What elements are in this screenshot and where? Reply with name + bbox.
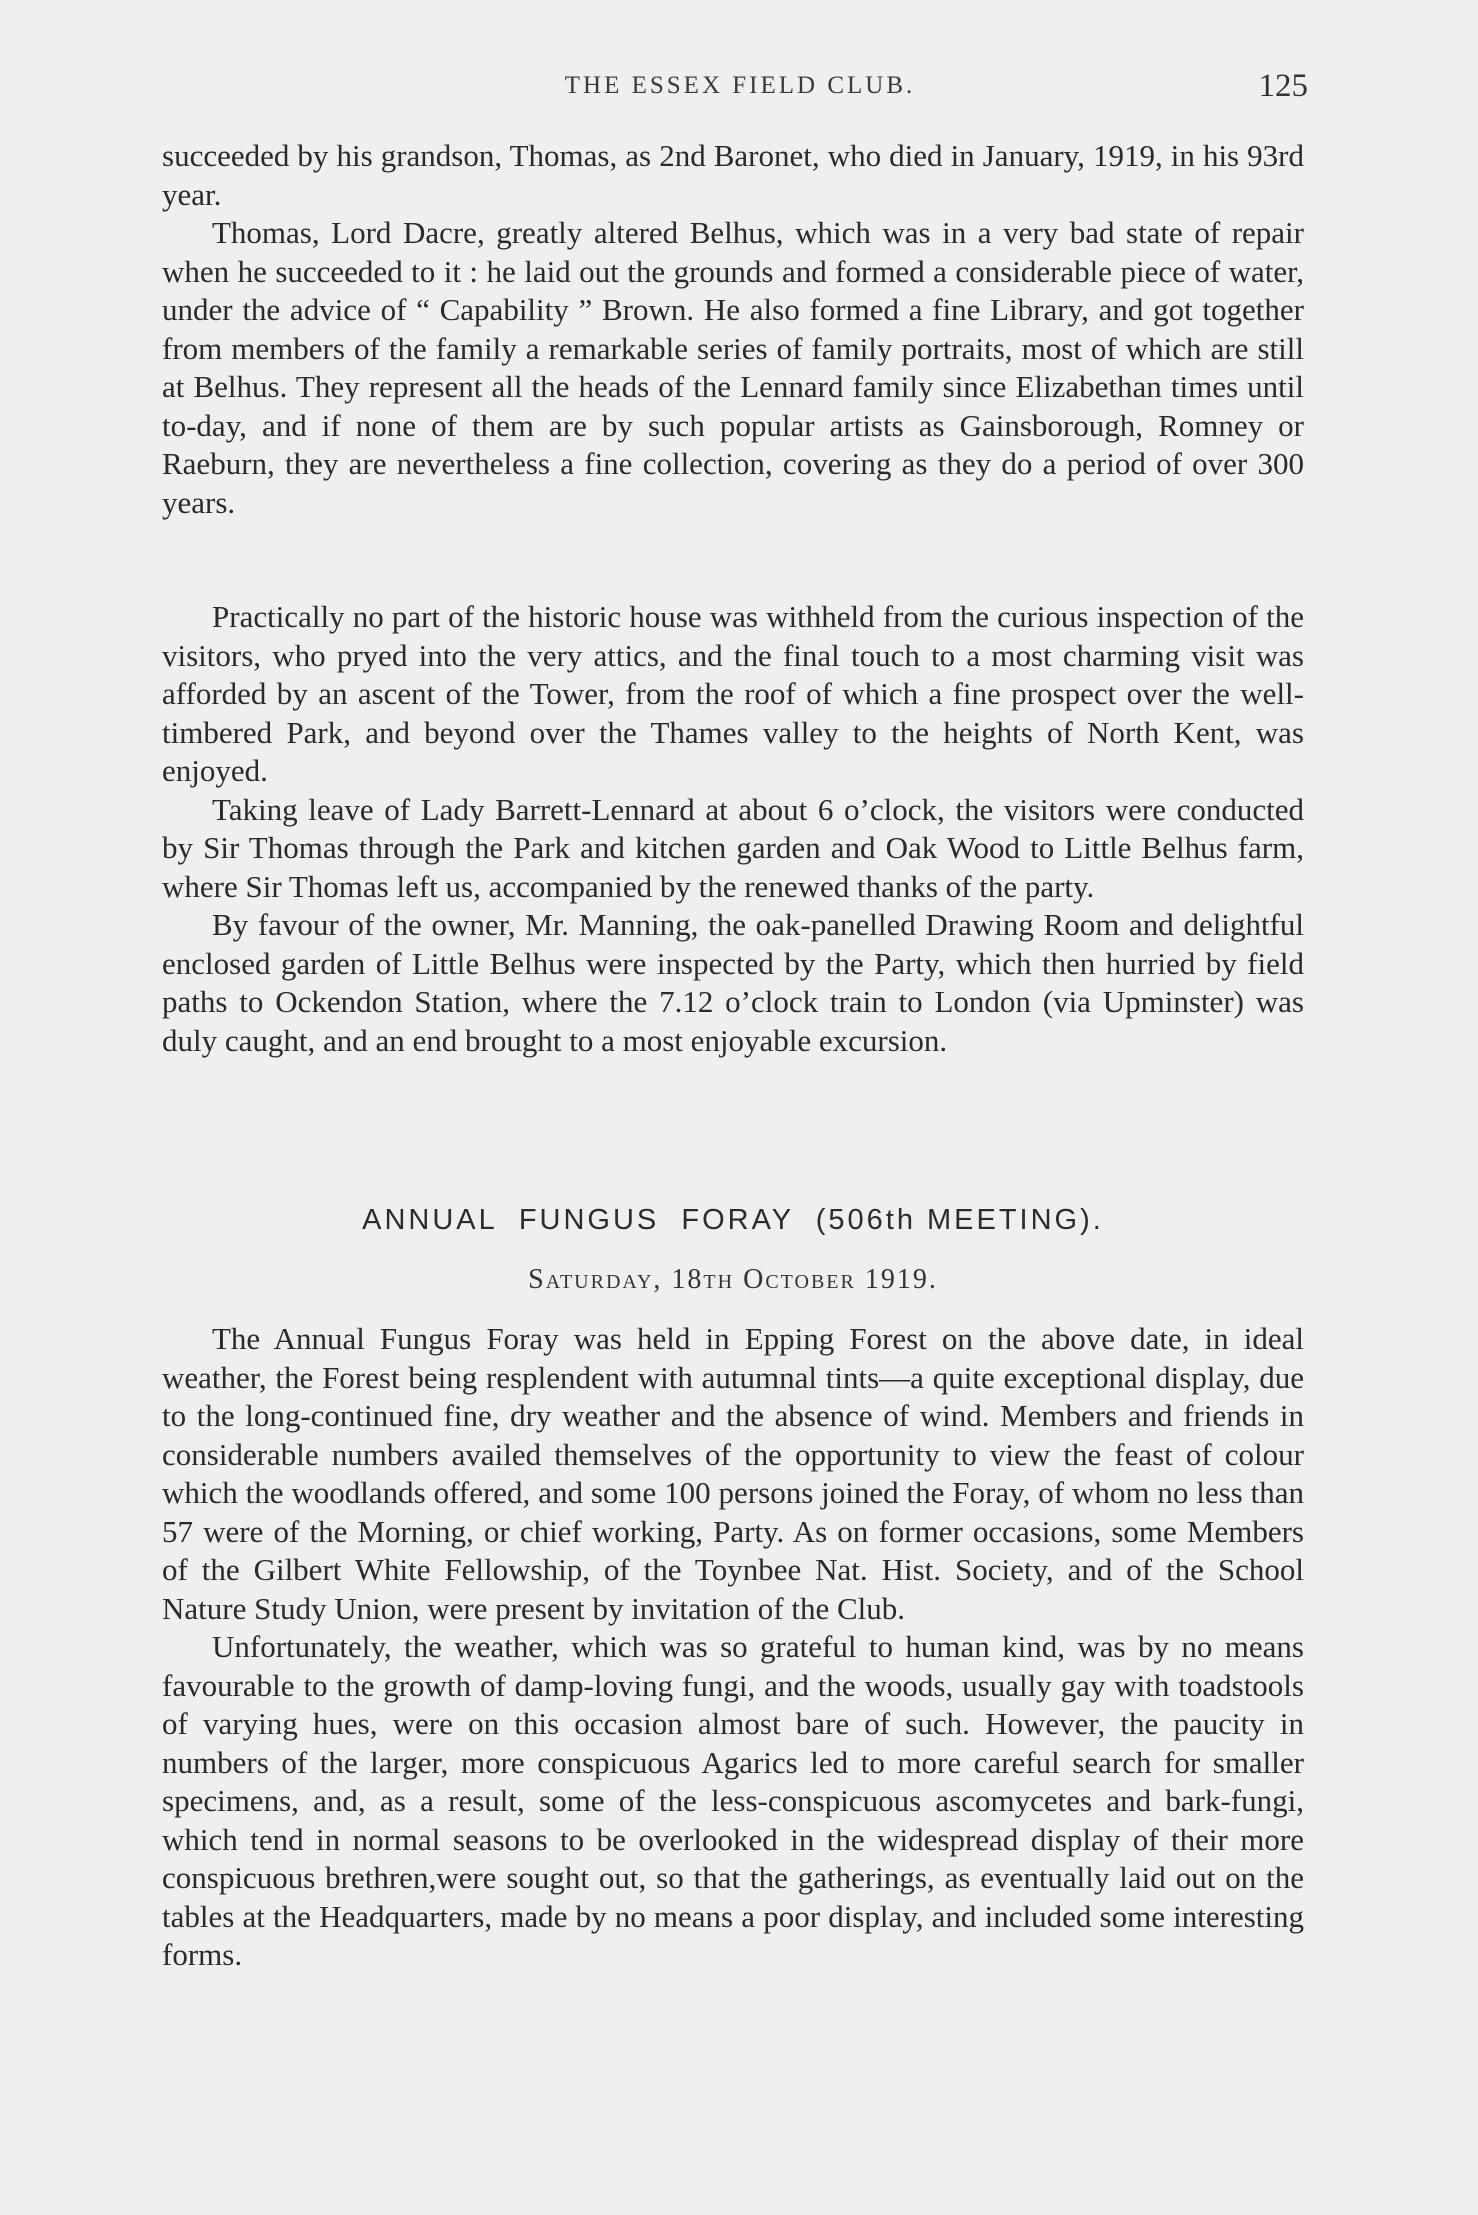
paragraph: succeeded by his grandson, Thomas, as 2nd Baronet, who died in January, 1919, in his 93rd year.	[162, 138, 1304, 212]
running-header	[160, 68, 1320, 108]
paragraph: Taking leave of Lady Barrett-Lennard at about 6 o’clock, the visitors were conducted by Sir Thomas through the Park and kitchen garden and Oak Wood to Little Belhus farm, where Sir Thomas left us, accompanied by the renewed thanks of the party.	[162, 791, 1304, 904]
text-block-visit	[162, 598, 1304, 1060]
paragraph: By favour of the owner, Mr. Manning, the oak-panelled Drawing Room and delightful enclosed garden of Little Belhus were inspected by the Party, which then hurried by field paths to Ockendon Station, where the 7.12 o’clock train to London (via Upminster) was duly caught, and an end brought to a most enjoyable excursion.	[162, 907, 1304, 1058]
text-block-belhus	[162, 137, 1304, 522]
page-number: 125	[1258, 68, 1308, 104]
text-block-fungus-foray	[162, 1320, 1304, 1975]
section-heading: ANNUAL FUNGUS FORAY (506th MEETING).	[362, 1204, 1104, 1236]
paragraph: Unfortunately, the weather, which was so grateful to human kind, was by no means favourable to the growth of damp-loving fungi, and the woods, usually gay with toadstools of varying hues, were on this occasion almost bare of such. However, the paucity in numbers of the larger, more conspicuous Agarics led to more careful search for smaller specimens, and, as a result, some of the less-conspicuous ascomycetes and bark-fungi, which tend in normal seasons to be overlooked in the widespread display of their more conspicuous brethren,were sought out, so that the gatherings, as eventually laid out on the tables at the Headquarters, made by no means a poor display, and included some interesting forms.	[162, 1629, 1304, 1972]
section-date: Saturday, 18th October 1919.	[528, 1264, 938, 1295]
paragraph: The Annual Fungus Foray was held in Epping Forest on the above date, in ideal weather, the Forest being resplendent with autumnal tints—a quite exceptional display, due to the long-continued fine, dry weather and the absence of wind. Members and friends in considerable numbers availed themselves of the opportunity to view the feast of colour which the woodlands offered, and some 100 persons joined the Foray, of whom no less than 57 were of the Morning, or chief working, Party. As on former occasions, some Members of the Gilbert White Fellowship, of the Toynbee Nat. Hist. Society, and of the School Nature Study Union, were present by invitation of the Club.	[162, 1321, 1304, 1626]
paragraph: Practically no part of the historic house was withheld from the curious inspection of the visitors, who pryed into the very attics, and the final touch to a most charming visit was afforded by an ascent of the Tower, from the roof of which a fine prospect over the well-timbered Park, and beyond over the Thames valley to the heights of North Kent, was enjoyed.	[162, 599, 1304, 788]
running-title: THE ESSEX FIELD CLUB.	[564, 72, 916, 99]
paragraph: Thomas, Lord Dacre, greatly altered Belhus, which was in a very bad state of repair when he succeeded to it : he laid out the grounds and formed a considerable piece of water, under the advice of “ Capability ” Brown. He also formed a fine Library, and got together from members of the family a remarkable series of family portraits, most of which are still at Belhus. They represent all the heads of the Lennard family since Elizabethan times until to-day, and if none of them are by such popular artists as Gainsborough, Romney or Raeburn, they are nevertheless a fine collection, covering as they do a period of over 300 years.	[162, 215, 1304, 520]
